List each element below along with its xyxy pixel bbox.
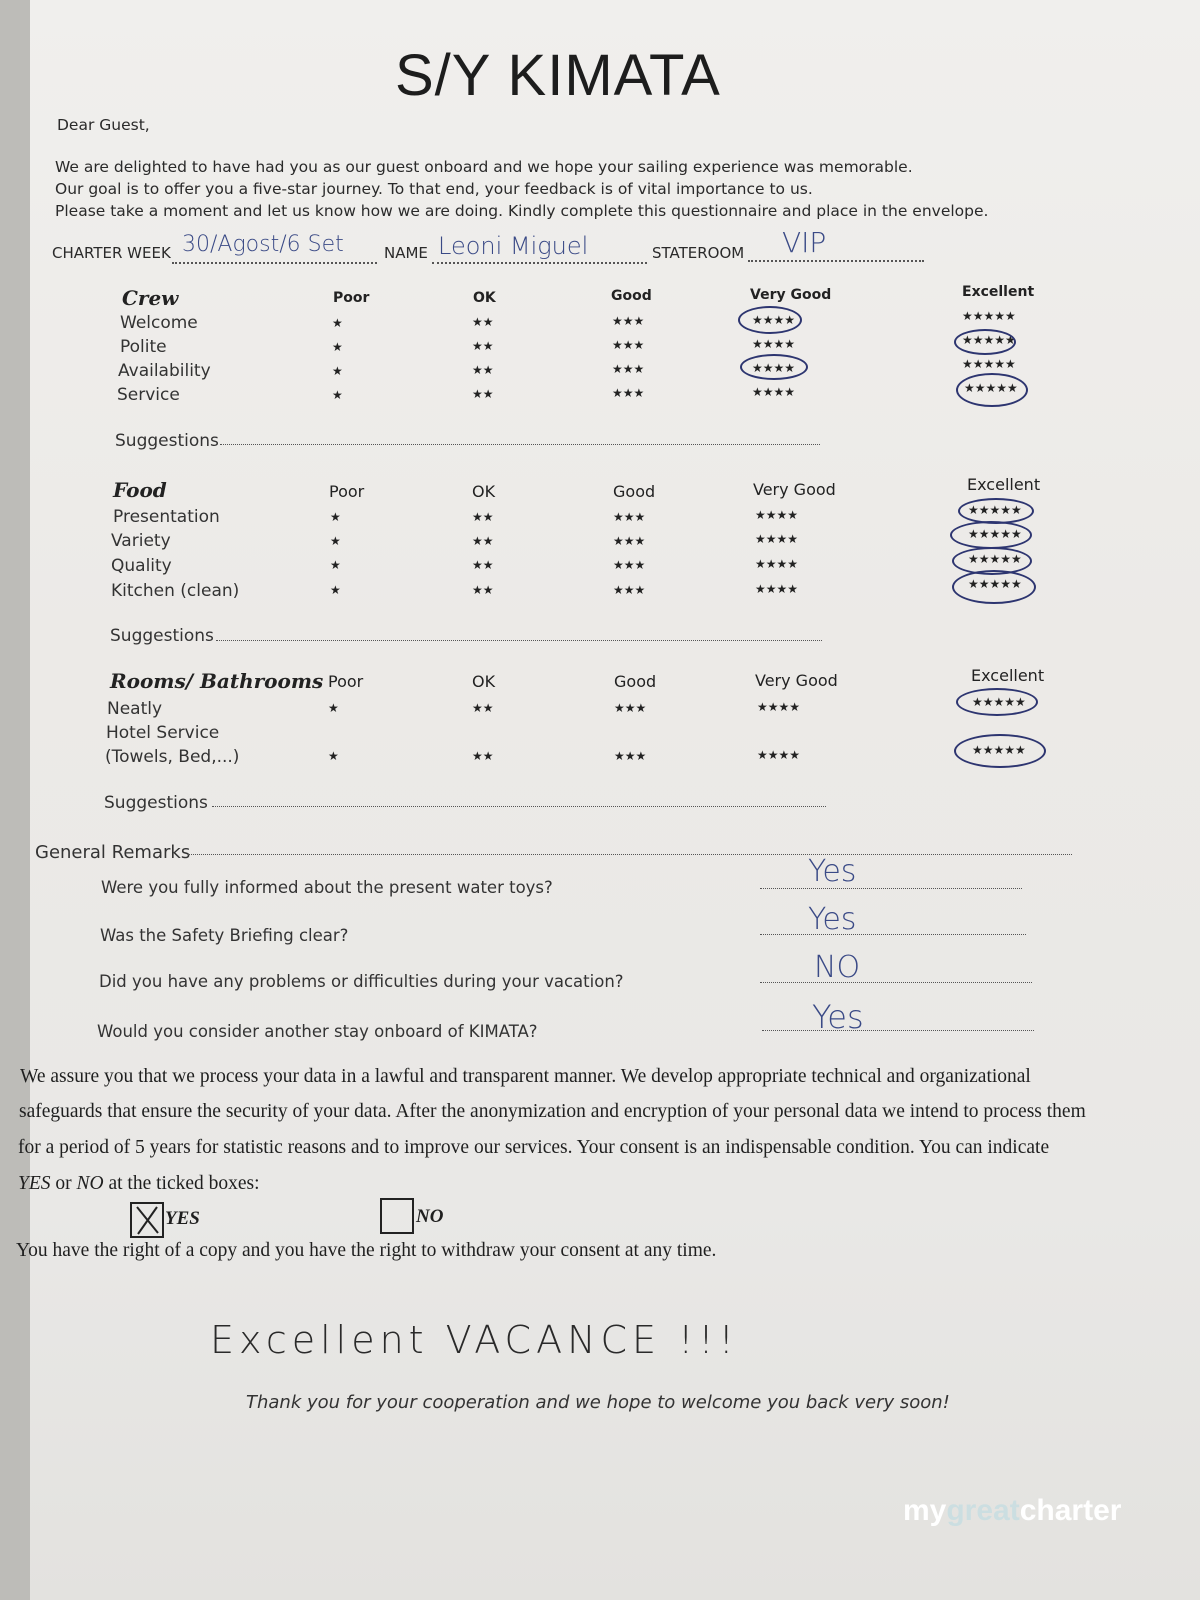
food-header-ok: OK	[472, 482, 496, 501]
rooms-header-good: Good	[614, 672, 657, 691]
rooms-section-title: Rooms/ Bathrooms	[110, 669, 324, 693]
selection-circle	[956, 688, 1038, 716]
rating-good[interactable]: ★★★	[614, 701, 647, 715]
rating-ok[interactable]: ★★	[472, 387, 494, 401]
question-text: Were you fully informed about the present water toys?	[101, 878, 553, 897]
food-suggestions-line[interactable]	[216, 640, 822, 641]
food-row-label: Quality	[111, 556, 172, 576]
answer-value[interactable]: Yes	[808, 902, 857, 937]
crew-header-good: Good	[611, 288, 652, 304]
consent-no-checkbox[interactable]	[380, 1198, 414, 1234]
rating-very-good[interactable]: ★★★★	[755, 582, 799, 596]
selection-circle	[956, 373, 1028, 407]
crew-header-ok: OK	[473, 290, 496, 306]
rooms-header-poor: Poor	[328, 672, 364, 691]
intro-line-1: We are delighted to have had you as our guest onboard and we hope your sailing experience was memorable.	[55, 158, 913, 176]
general-remarks-line[interactable]	[188, 854, 1072, 855]
question-text: Would you consider another stay onboard of KIMATA?	[97, 1022, 538, 1041]
greeting: Dear Guest,	[57, 116, 150, 134]
selection-circle	[952, 570, 1036, 604]
rating-excellent[interactable]: ★★★★★	[972, 695, 1026, 709]
intro-line-2: Our goal is to offer you a five-star journey. To that end, your feedback is of vital importance to us.	[55, 180, 813, 198]
rating-ok[interactable]: ★★	[472, 749, 494, 763]
stateroom-label: STATEROOM	[652, 244, 745, 262]
selection-circle	[958, 498, 1034, 524]
food-header-very-good: Very Good	[753, 480, 836, 499]
selection-circle	[954, 329, 1016, 355]
crew-header-excellent: Excellent	[962, 284, 1035, 300]
crew-suggestions-line[interactable]	[220, 444, 820, 445]
rooms-header-very-good: Very Good	[755, 671, 838, 690]
rating-ok[interactable]: ★★	[472, 583, 494, 597]
privacy-rest-words: at the ticked boxes:	[103, 1173, 260, 1194]
privacy-line-4	[18, 1173, 260, 1195]
question-text: Did you have any problems or difficulties during your vacation?	[99, 972, 624, 991]
food-section-title: Food	[113, 478, 167, 502]
answer-value[interactable]: Yes	[812, 998, 864, 1036]
rating-poor[interactable]: ★	[332, 316, 343, 330]
rooms-row-label: Hotel Service	[106, 723, 220, 743]
charter-week-value[interactable]: 30/Agost/6 Set	[182, 232, 344, 257]
rating-poor[interactable]: ★	[330, 583, 341, 597]
answer-line	[760, 888, 1022, 889]
answer-value[interactable]: NO	[814, 950, 861, 985]
privacy-or-word: or	[50, 1173, 77, 1194]
consent-yes-checkbox[interactable]	[130, 1202, 164, 1238]
food-row-label: Kitchen (clean)	[111, 581, 240, 601]
rooms-suggestions-label: Suggestions	[104, 793, 208, 813]
selection-circle	[740, 354, 808, 380]
rating-very-good[interactable]: ★★★★	[752, 337, 796, 351]
rating-poor[interactable]: ★	[332, 364, 343, 378]
charter-week-label: CHARTER WEEK	[52, 244, 171, 262]
rooms-header-ok: OK	[472, 672, 496, 691]
rating-very-good[interactable]: ★★★★	[752, 385, 796, 399]
name-label: NAME	[384, 244, 428, 262]
selection-circle	[954, 734, 1046, 768]
charter-week-line	[172, 262, 377, 264]
crew-row-label: Availability	[118, 361, 211, 381]
rating-good[interactable]: ★★★	[613, 558, 646, 572]
handwritten-comment: Excellent VACANCE !!!	[210, 1318, 739, 1362]
selection-circle	[950, 521, 1032, 549]
rating-excellent[interactable]: ★★★★★	[962, 309, 1016, 323]
rating-very-good[interactable]: ★★★★	[752, 313, 796, 327]
stateroom-line	[748, 260, 924, 262]
rating-very-good[interactable]: ★★★★	[755, 557, 799, 571]
rooms-header-excellent: Excellent	[971, 666, 1045, 685]
intro-line-3: Please take a moment and let us know how we are doing. Kindly complete this questionnaire and place in the envelope.	[55, 202, 989, 220]
rating-good[interactable]: ★★★	[612, 338, 645, 352]
consent-yes-label: YES	[165, 1208, 200, 1229]
rating-ok[interactable]: ★★	[472, 339, 494, 353]
rating-poor[interactable]: ★	[330, 510, 341, 524]
privacy-rights: You have the right of a copy and you have the right to withdraw your consent at any time.	[16, 1240, 717, 1261]
name-line	[432, 262, 647, 264]
rating-excellent[interactable]: ★★★★★	[964, 381, 1018, 395]
rating-ok[interactable]: ★★	[472, 558, 494, 572]
rating-excellent[interactable]: ★★★★★	[968, 527, 1022, 541]
rating-good[interactable]: ★★★	[612, 386, 645, 400]
rooms-row-label: Neatly	[107, 699, 163, 719]
watermark-charter: charter	[1019, 1494, 1122, 1527]
rating-very-good[interactable]: ★★★★	[755, 532, 799, 546]
crew-row-label: Service	[117, 385, 180, 405]
rating-very-good[interactable]: ★★★★	[757, 748, 801, 762]
rating-good[interactable]: ★★★	[612, 362, 645, 376]
rating-excellent[interactable]: ★★★★★	[962, 333, 1016, 347]
mygreatcharter-watermark	[903, 1494, 1121, 1528]
rating-excellent[interactable]: ★★★★★	[968, 503, 1022, 517]
rating-poor[interactable]: ★	[332, 388, 343, 402]
thank-you-note: Thank you for your cooperation and we hope to welcome you back very soon!	[246, 1392, 950, 1413]
question-text: Was the Safety Briefing clear?	[100, 926, 349, 945]
rating-good[interactable]: ★★★	[613, 583, 646, 597]
answer-line	[760, 982, 1032, 983]
rooms-row-sublabel: (Towels, Bed,...)	[105, 747, 240, 767]
food-suggestions-label: Suggestions	[110, 626, 214, 646]
privacy-line-3: for a period of 5 years for statistic reasons and to improve our services. Your consent is an indispensable condition. You can indicate	[18, 1137, 1050, 1158]
rating-ok[interactable]: ★★	[472, 315, 494, 329]
general-remarks-label: General Remarks	[35, 842, 191, 863]
watermark-great: great	[946, 1494, 1020, 1527]
privacy-line-1: We assure you that we process your data in a lawful and transparent manner. We develop appropriate technical and organizational	[20, 1066, 1031, 1087]
food-header-excellent: Excellent	[967, 475, 1041, 494]
name-value[interactable]: Leoni Miguel	[438, 232, 589, 260]
rating-very-good[interactable]: ★★★★	[755, 508, 799, 522]
crew-header-very-good: Very Good	[750, 287, 832, 303]
rating-excellent[interactable]: ★★★★★	[972, 743, 1026, 757]
answer-value[interactable]: Yes	[808, 854, 857, 889]
rating-ok[interactable]: ★★	[472, 701, 494, 715]
food-header-poor: Poor	[329, 482, 365, 501]
rating-ok[interactable]: ★★	[472, 510, 494, 524]
crew-row-label: Welcome	[120, 313, 198, 333]
selection-circle	[738, 306, 802, 334]
rating-very-good[interactable]: ★★★★	[752, 361, 796, 375]
privacy-line-2: safeguards that ensure the security of your data. After the anonymization and encryption of your personal data we intend to process them	[19, 1101, 1086, 1122]
crew-section-title: Crew	[122, 286, 179, 310]
document-title: S/Y KIMATA	[395, 43, 721, 108]
answer-line	[760, 934, 1026, 935]
rating-poor[interactable]: ★	[330, 534, 341, 548]
rating-very-good[interactable]: ★★★★	[757, 700, 801, 714]
rating-excellent[interactable]: ★★★★★	[968, 552, 1022, 566]
rating-ok[interactable]: ★★	[472, 534, 494, 548]
food-header-good: Good	[613, 482, 656, 501]
rating-poor[interactable]: ★	[330, 558, 341, 572]
rating-good[interactable]: ★★★	[613, 510, 646, 524]
privacy-yes-word: YES	[18, 1173, 51, 1194]
rating-poor[interactable]: ★	[328, 701, 339, 715]
rooms-suggestions-line[interactable]	[212, 806, 826, 807]
rating-ok[interactable]: ★★	[472, 363, 494, 377]
rating-excellent[interactable]: ★★★★★	[962, 357, 1016, 371]
answer-line	[762, 1030, 1034, 1031]
rating-poor[interactable]: ★	[332, 340, 343, 354]
watermark-my: my	[903, 1494, 947, 1527]
food-row-label: Presentation	[113, 507, 220, 527]
rating-excellent[interactable]: ★★★★★	[968, 577, 1022, 591]
stateroom-value[interactable]: VIP	[782, 226, 827, 259]
crew-header-poor: Poor	[333, 290, 370, 306]
rating-poor[interactable]: ★	[328, 749, 339, 763]
check-mark-icon	[132, 1204, 162, 1236]
privacy-no-word: NO	[76, 1173, 104, 1194]
crew-row-label: Polite	[120, 337, 167, 357]
food-row-label: Variety	[111, 531, 171, 551]
crew-suggestions-label: Suggestions	[115, 431, 219, 451]
rating-good[interactable]: ★★★	[612, 314, 645, 328]
rating-good[interactable]: ★★★	[614, 749, 647, 763]
rating-good[interactable]: ★★★	[613, 534, 646, 548]
consent-no-label: NO	[416, 1206, 444, 1227]
